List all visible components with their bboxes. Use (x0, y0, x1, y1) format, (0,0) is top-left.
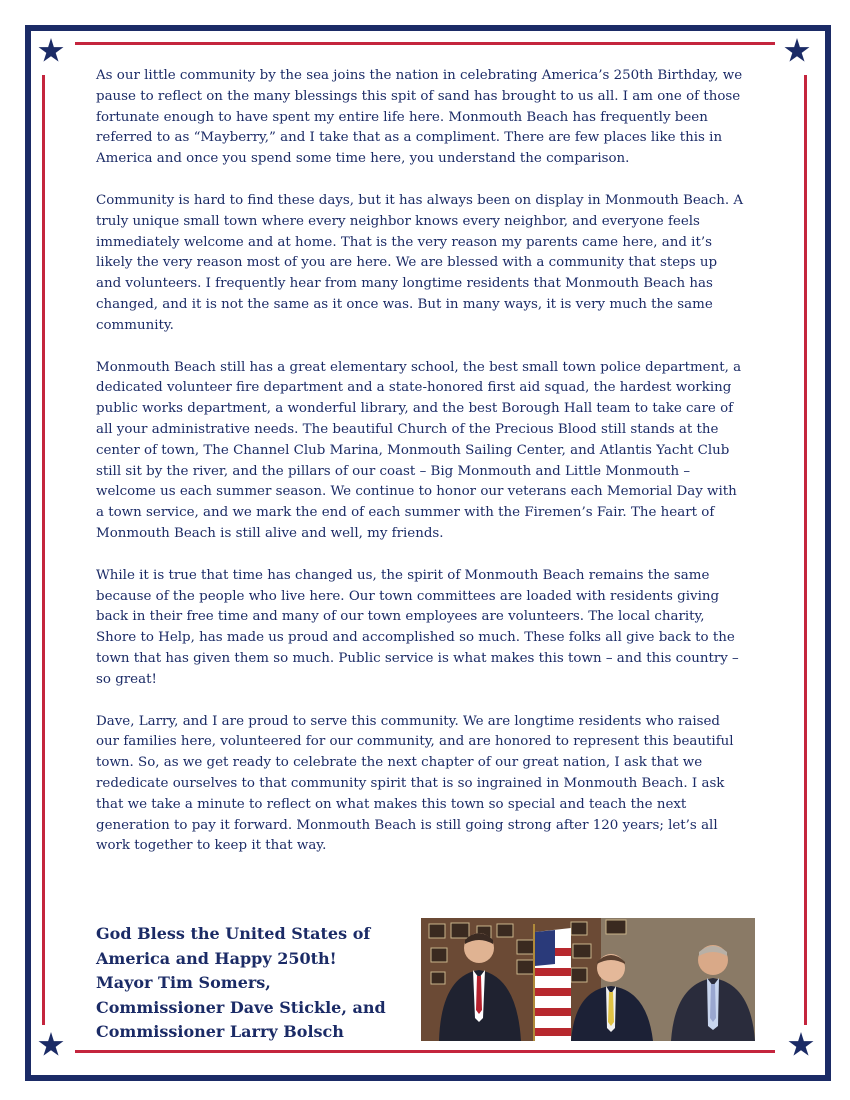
closing-line: Commissioner Dave Stickle, and (96, 997, 386, 1017)
paragraph: Dave, Larry, and I are proud to serve this community. We are longtime residents who raised our families here, volunteered for our community, and are honored to represent this beautiful town. So, as we get ready to celebrate the next chapter of our great nation, I ask that we rededicate ourselves to that community spirit that is so ingrained in Monmouth Beach. I ask that we take a minute to reflect on what makes this town so special and teach the next generation to pay it forward. Monmouth Beach is still going strong after 120 years; let’s all work together to keep it that way. (96, 713, 734, 854)
letter-body (96, 66, 746, 878)
paragraph: While it is true that time has changed us, the spirit of Monmouth Beach remains the same because of the people who live here. Our town committees are loaded with residents giving back in their free time and many of our town employees are volunteers. The local charity, Shore to Help, has made us proud and accomplished so much. These folks all give back to the town that has given them so much. Public service is what makes this town – and this country – so great! (96, 567, 739, 687)
paragraph: As our little community by the sea joins the nation in celebrating America’s 250th Birthday, we pause to reflect on the many blessings this spit of sand has brought to us all. I am one of those fortunate enough to have spent my entire life here. Monmouth Beach has frequently been referred to as “Mayberry,” and I take that as a compliment. There are few places like this in America and once you spend some time here, you understand the comparison. (96, 68, 743, 167)
closing-signature (96, 922, 406, 1045)
flag-icon (533, 924, 571, 1041)
paragraph: Community is hard to find these days, but it has always been on display in Monmouth Beach. A truly unique small town where every neighbor knows every neighbor, and everyone feels immediately welcome and at home. That is the very reason my parents came here, and it’s likely the very reason most of you are here. We are blessed with a community that steps up and volunteers. I frequently hear from many longtime residents that Monmouth Beach has changed, and it is not the same as it once was. But in many ways, it is very much the same community. (96, 192, 744, 333)
officials-photo (421, 918, 755, 1041)
closing-line: Commissioner Larry Bolsch (96, 1022, 344, 1041)
paragraph: Monmouth Beach still has a great elementary school, the best small town police department, a dedicated volunteer fire department and a state-honored first aid squad, the hardest working public works department, a wonderful library, and the best Borough Hall team to take care of all your administrative needs. The beautiful Church of the Precious Blood still stands at the center of town, The Channel Club Marina, Monmouth Sailing Center, and Atlantis Yacht Club still sit by the river, and the pillars of our coast – Big Monmouth and Little Monmouth – welcome us each summer season. We continue to honor our veterans each Memorial Day with a town service, and we mark the end of each summer with the Firemen’s Fair. The heart of Monmouth Beach is still alive and well, my friends. (96, 359, 742, 541)
top-red-rule (75, 42, 775, 45)
closing-line: America and Happy 250th! (96, 948, 337, 968)
right-red-rule (804, 75, 807, 1025)
bottom-red-rule (75, 1050, 775, 1053)
closing-line: God Bless the United States of (96, 924, 371, 943)
closing-line: Mayor Tim Somers, (96, 973, 271, 992)
left-red-rule (42, 75, 45, 1025)
